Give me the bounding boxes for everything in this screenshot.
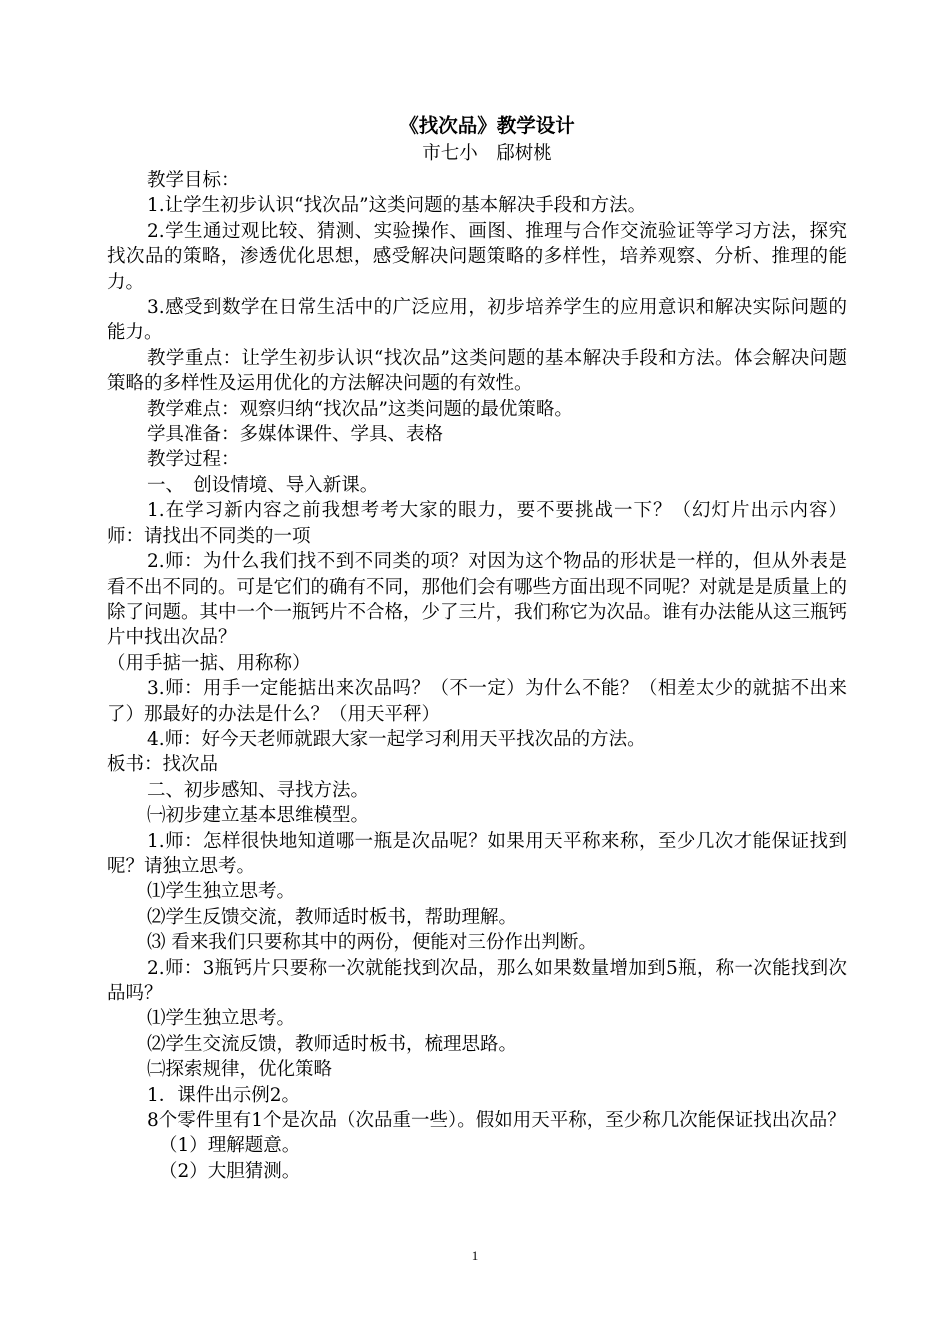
- paragraph: 2.学生通过观比较、猜测、实验操作、画图、推理与合作交流验证等学习方法，探究找次品的策略，渗透优化思想，感受解决问题策略的多样性，培养观察、分析、推理的能力。: [107, 220, 847, 293]
- paragraph: ⑴学生独立思考。: [147, 1008, 296, 1030]
- paragraph: 1.让学生初步认识“找次品”这类问题的基本解决手段和方法。: [147, 195, 647, 217]
- paragraph: 教学目标：: [147, 170, 240, 191]
- paragraph: 1.师：怎样很快地知道哪一瓶是次品呢？如果用天平称来称，至少几次才能保证找到呢？请独立思考。: [107, 830, 847, 877]
- paragraph: 学具准备：多媒体课件、学具、表格: [147, 424, 444, 446]
- paragraph: 教学难点：观察归纳“找次品”这类问题的最优策略。: [147, 398, 573, 420]
- document-body: [107, 112, 847, 1184]
- document-title: 《找次品》教学设计: [399, 114, 575, 137]
- paragraph: ⑵学生反馈交流，教师适时板书，帮助理解。: [147, 906, 518, 928]
- paragraph: 教学重点：让学生初步认识“找次品”这类问题的基本解决手段和方法。体会解决问题策略的多样性及运用优化的方法解决问题的有效性。: [107, 347, 847, 395]
- paragraph: ⑵学生交流反馈，教师适时板书，梳理思路。: [147, 1033, 518, 1055]
- paragraph: 板书：找次品: [107, 754, 219, 776]
- paragraph: 1．课件出示例2。: [147, 1084, 301, 1106]
- paragraph: ㈠初步建立基本思维模型。: [147, 805, 370, 827]
- paragraph: （1）理解题意。: [159, 1135, 301, 1157]
- paragraph: ⑴学生独立思考。: [147, 881, 296, 903]
- paragraph: （用手掂一掂、用称称）: [107, 652, 311, 674]
- paragraph: 3.师：用手一定能掂出来次品吗？（不一定）为什么不能？（相差太少的就掂不出来了）那最好的办法是什么？（用天平秤）: [107, 678, 847, 725]
- paragraph: 3.感受到数学在日常生活中的广泛应用，初步培养学生的应用意识和解决实际问题的能力。: [107, 297, 847, 344]
- paragraph-list: [107, 168, 847, 1184]
- paragraph: （2）大胆猜测。: [159, 1160, 301, 1182]
- document-author: 市七小 郈树桃: [422, 143, 552, 164]
- paragraph: 2.师：3瓶钙片只要称一次就能找到次品，那么如果数量增加到5瓶，称一次能找到次品吗？: [107, 957, 847, 1004]
- paragraph: 8个零件里有1个是次品（次品重一些）。假如用天平称，至少称几次能保证找出次品？: [147, 1110, 846, 1132]
- paragraph: ㈡探索规律，优化策略: [147, 1059, 333, 1081]
- paragraph: 教学过程：: [147, 449, 240, 471]
- page-number: 1: [471, 1248, 479, 1263]
- paragraph: 4.师：好今天老师就跟大家一起学习利用天平找次品的方法。: [147, 728, 646, 750]
- paragraph: 一、 创设情境、导入新课。: [147, 474, 379, 496]
- paragraph: 1.在学习新内容之前我想考考大家的眼力，要不要挑战一下？（幻灯片出示内容）师：请找出不同类的一项: [107, 500, 847, 547]
- paragraph: 二、初步感知、寻找方法。: [147, 779, 370, 801]
- paragraph: ⑶ 看来我们只要称其中的两份，便能对三份作出判断。: [147, 932, 597, 954]
- paragraph: 2.师：为什么我们找不到不同类的项？对因为这个物品的形状是一样的，但从外表是看不出不同的。可是它们的确有不同，那他们会有哪些方面出现不同呢？对就是是质量上的除了问题。其中一个一瓶钙片不合格，少了三片，我们称它为次品。谁有办法能从这三瓶钙片中找出次品？: [107, 551, 848, 649]
